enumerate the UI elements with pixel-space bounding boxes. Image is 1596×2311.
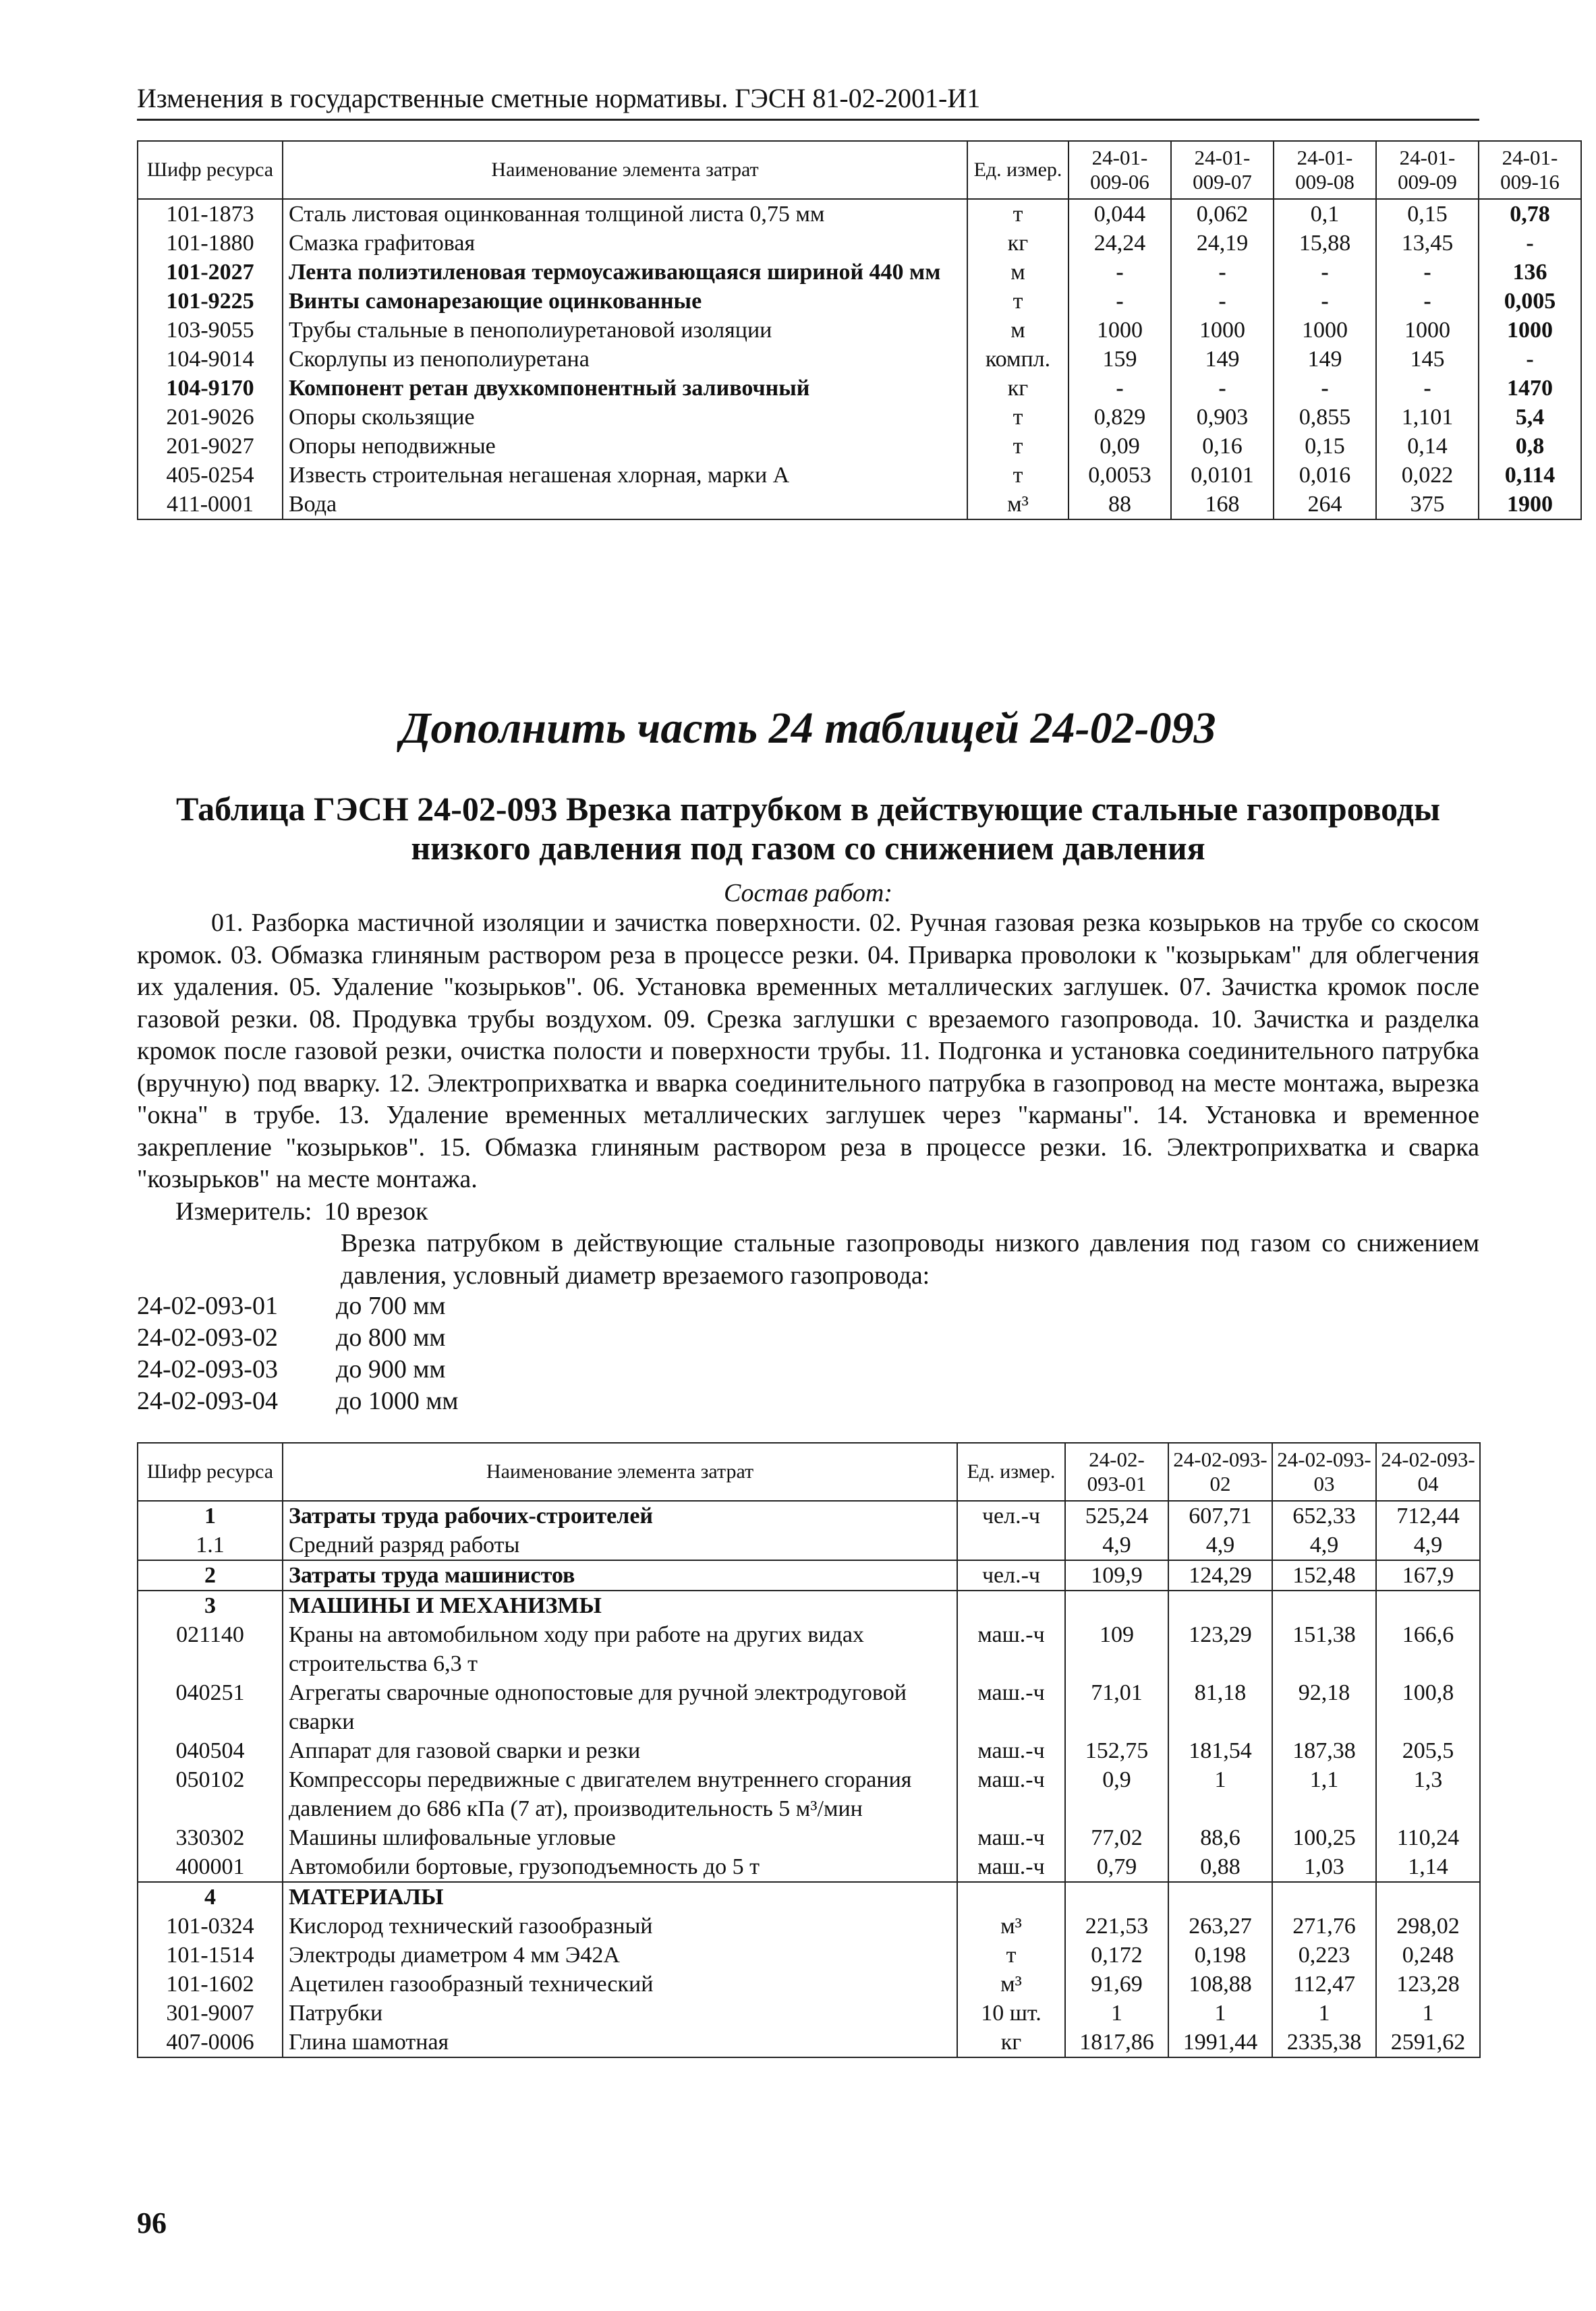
cell-code: 103-9055 [138,316,283,345]
cell-value-1: 152,75 [1065,1736,1168,1765]
variant-code: 24-02-093-02 [137,1323,278,1352]
header-unit: Ед. измер. [957,1443,1065,1501]
cell-value-4 [1376,1591,1480,1620]
cell-value-2: 1991,44 [1168,2028,1272,2057]
cell-value-5: 136 [1479,258,1581,287]
cell-name: Глина шамотная [283,2028,957,2057]
cell-unit [957,1531,1065,1560]
cell-name: Автомобили бортовые, грузоподъемность до 5 т [283,1852,957,1882]
cell-unit: кг [967,229,1068,258]
cell-value-2: 0,0101 [1171,461,1274,490]
cell-value-1: 1000 [1068,316,1171,345]
cell-code: 104-9170 [138,374,283,403]
cell-value-4: 110,24 [1376,1823,1480,1852]
table-row [138,1765,1480,1823]
table-row [138,1999,1480,2028]
cell-value-3: 187,38 [1272,1736,1376,1765]
cell-value-2: 607,71 [1168,1501,1272,1531]
table-row [138,1560,1480,1591]
cell-value-1: 88 [1068,490,1171,519]
cell-code: 101-1880 [138,229,283,258]
header-col-3: 24-01-009-08 [1274,141,1376,199]
cell-unit [957,1882,1065,1912]
cell-value-3: 151,38 [1272,1620,1376,1678]
cell-value-4: 0,248 [1376,1941,1480,1970]
variants-lead-text: Врезка патрубком в действующие стальные газопроводы низкого давления под газом со снижением давления, условный диаметр врезаемого газопровода: [341,1229,1479,1290]
cell-unit: т [957,1941,1065,1970]
measurement-label: Измеритель: [175,1197,312,1226]
cell-value-4: - [1376,374,1479,403]
cell-value-4: 0,022 [1376,461,1479,490]
cell-value-4: 145 [1376,345,1479,374]
table-row [138,1501,1480,1531]
cell-name: Затраты труда рабочих-строителей [283,1501,957,1531]
cell-value-1: 4,9 [1065,1531,1168,1560]
header-col-4: 24-01-009-09 [1376,141,1479,199]
header-unit: Ед. измер. [967,141,1068,199]
cell-value-3: 1000 [1274,316,1376,345]
cell-value-2: 0,903 [1171,403,1274,432]
cell-unit: кг [967,374,1068,403]
cell-value-3: 15,88 [1274,229,1376,258]
cell-name: Патрубки [283,1999,957,2028]
cell-value-4: 166,6 [1376,1620,1480,1678]
measurement-value: 10 врезок [324,1197,428,1226]
table-row [138,1531,1480,1560]
list-item [137,1290,458,1322]
variant-code: 24-02-093-04 [137,1387,278,1415]
table-row [138,258,1581,287]
cell-value-2: - [1171,287,1274,316]
table-row [138,403,1581,432]
table-row [138,1678,1480,1736]
cell-value-1: 221,53 [1065,1912,1168,1941]
header-name: Наименование элемента затрат [283,1443,957,1501]
cell-unit: 10 шт. [957,1999,1065,2028]
table-row [138,1591,1480,1620]
header-code: Шифр ресурса [138,141,283,199]
cell-value-3 [1272,1882,1376,1912]
table-body [138,199,1581,519]
table-row [138,374,1581,403]
variant-desc: до 1000 мм [336,1387,459,1415]
section-banner: Дополнить часть 24 таблицей 24-02-093 [400,704,1216,753]
cell-value-2: 123,29 [1168,1620,1272,1678]
cell-code: 040251 [138,1678,283,1736]
cell-code: 101-2027 [138,258,283,287]
cell-value-5: 0,114 [1479,461,1581,490]
cell-name: Смазка графитовая [283,229,967,258]
cell-name: Скорлупы из пенополиуретана [283,345,967,374]
cell-value-3: 0,1 [1274,199,1376,229]
cell-value-1: 1817,86 [1065,2028,1168,2057]
cell-value-1: 0,9 [1065,1765,1168,1823]
cell-value-2: 4,9 [1168,1531,1272,1560]
cell-code: 411-0001 [138,490,283,519]
cell-value-2: 168 [1171,490,1274,519]
cell-value-4: 100,8 [1376,1678,1480,1736]
cell-value-2: 0,062 [1171,199,1274,229]
list-item [137,1322,458,1354]
cell-name: Электроды диаметром 4 мм Э42А [283,1941,957,1970]
table-title: Таблица ГЭСН 24-02-093 Врезка патрубком в действующие стальные газопроводы низкого давления под газом со снижением давления [176,790,1440,867]
cell-value-1: 0,044 [1068,199,1171,229]
cell-code: 4 [138,1882,283,1912]
variant-desc: до 800 мм [336,1323,446,1352]
cell-value-3: - [1274,374,1376,403]
cell-value-1: 0,172 [1065,1941,1168,1970]
cell-value-5: 5,4 [1479,403,1581,432]
cell-value-4: 1,14 [1376,1852,1480,1882]
table-row [138,316,1581,345]
cell-unit: маш.-ч [957,1852,1065,1882]
cell-value-4: 1,101 [1376,403,1479,432]
cell-value-4: 1000 [1376,316,1479,345]
header-col-1: 24-01-009-06 [1068,141,1171,199]
cell-value-1 [1065,1882,1168,1912]
table-row [138,432,1581,461]
cell-code: 040504 [138,1736,283,1765]
cell-value-1: - [1068,374,1171,403]
cell-code: 3 [138,1591,283,1620]
cell-value-4: 4,9 [1376,1531,1480,1560]
table-row [138,1970,1480,1999]
header-col-2: 24-02-093-02 [1168,1443,1272,1501]
cell-value-1: 0,0053 [1068,461,1171,490]
table-row [138,345,1581,374]
cell-value-5: 0,8 [1479,432,1581,461]
cell-value-3: 0,223 [1272,1941,1376,1970]
cell-value-2: 0,88 [1168,1852,1272,1882]
table-header-row [138,141,1581,199]
resource-table-24-02-093 [137,1442,1481,2058]
cell-code: 1 [138,1501,283,1531]
cell-name: Лента полиэтиленовая термоусаживающаяся шириной 440 мм [283,258,967,287]
cell-value-4: 712,44 [1376,1501,1480,1531]
table-row [138,199,1581,229]
cell-value-3: 271,76 [1272,1912,1376,1941]
cell-unit: кг [957,2028,1065,2057]
cell-value-2: 0,16 [1171,432,1274,461]
cell-value-4: 123,28 [1376,1970,1480,1999]
cell-value-3 [1272,1591,1376,1620]
cell-unit: маш.-ч [957,1736,1065,1765]
cell-value-1 [1065,1591,1168,1620]
table-row [138,1912,1480,1941]
cell-value-2: 181,54 [1168,1736,1272,1765]
cell-value-2: 81,18 [1168,1678,1272,1736]
table-row [138,1736,1480,1765]
cell-value-3: 2335,38 [1272,2028,1376,2057]
cell-unit: м³ [967,490,1068,519]
table-row [138,1941,1480,1970]
cell-name: Винты самонарезающие оцинкованные [283,287,967,316]
cell-name: Агрегаты сварочные однопостовые для ручной электродуговой сварки [283,1678,957,1736]
cell-name: Затраты труда машинистов [283,1560,957,1591]
cell-unit: маш.-ч [957,1765,1065,1823]
cell-name: Компонент ретан двухкомпонентный заливочный [283,374,967,403]
cell-value-2: 88,6 [1168,1823,1272,1852]
cell-value-1: 24,24 [1068,229,1171,258]
cell-value-3: 149 [1274,345,1376,374]
cell-value-4: 2591,62 [1376,2028,1480,2057]
cell-value-5: - [1479,229,1581,258]
cell-unit [957,1591,1065,1620]
cell-value-2: 149 [1171,345,1274,374]
variant-desc: до 700 мм [336,1292,446,1320]
cell-value-3: 0,15 [1274,432,1376,461]
header-col-1: 24-02-093-01 [1065,1443,1168,1501]
header-rule [137,119,1479,121]
cell-name: МАШИНЫ И МЕХАНИЗМЫ [283,1591,957,1620]
cell-value-3: 1,1 [1272,1765,1376,1823]
table-row [138,229,1581,258]
header-code: Шифр ресурса [138,1443,283,1501]
cell-unit: м³ [957,1912,1065,1941]
work-composition-label: Состав работ: [723,879,893,907]
cell-value-4: 13,45 [1376,229,1479,258]
cell-unit: т [967,461,1068,490]
cell-value-3: 652,33 [1272,1501,1376,1531]
cell-value-2: 1000 [1171,316,1274,345]
cell-value-4: 375 [1376,490,1479,519]
cell-code: 104-9014 [138,345,283,374]
cell-value-2 [1168,1591,1272,1620]
cell-unit: т [967,432,1068,461]
cell-value-1: - [1068,258,1171,287]
cell-value-1: 0,829 [1068,403,1171,432]
cell-unit: м [967,258,1068,287]
cell-value-4: - [1376,258,1479,287]
cell-code: 1.1 [138,1531,283,1560]
cell-value-1: - [1068,287,1171,316]
variant-code: 24-02-093-03 [137,1355,278,1383]
table-row [138,2028,1480,2057]
cell-value-5: 0,005 [1479,287,1581,316]
cell-code: 330302 [138,1823,283,1852]
measurement-unit [175,1195,440,1228]
cell-value-4 [1376,1882,1480,1912]
table-header-row [138,1443,1480,1501]
cell-code: 405-0254 [138,461,283,490]
cell-value-3: 4,9 [1272,1531,1376,1560]
header-name: Наименование элемента затрат [283,141,967,199]
cell-value-3: 92,18 [1272,1678,1376,1736]
variants-list [137,1290,458,1417]
cell-value-1: 91,69 [1065,1970,1168,1999]
cell-code: 101-1514 [138,1941,283,1970]
cell-code: 101-1602 [138,1970,283,1999]
cell-value-2: 124,29 [1168,1560,1272,1591]
cell-unit: маш.-ч [957,1620,1065,1678]
cell-code: 301-9007 [138,1999,283,2028]
list-item [137,1386,458,1417]
cell-name: Компрессоры передвижные с двигателем внутреннего сгорания давлением до 686 кПа (7 ат), производительность 5 м³/мин [283,1765,957,1823]
cell-name: Краны на автомобильном ходу при работе на других видах строительства 6,3 т [283,1620,957,1678]
cell-value-5: 1470 [1479,374,1581,403]
cell-name: Аппарат для газовой сварки и резки [283,1736,957,1765]
cell-name: Сталь листовая оцинкованная толщиной листа 0,75 мм [283,199,967,229]
cell-value-3: 0,855 [1274,403,1376,432]
cell-unit: м³ [957,1970,1065,1999]
variant-code: 24-02-093-01 [137,1292,278,1320]
cell-value-5: 0,78 [1479,199,1581,229]
cell-value-3: - [1274,258,1376,287]
cell-unit: маш.-ч [957,1678,1065,1736]
cell-value-4: - [1376,287,1479,316]
table-row [138,1620,1480,1678]
variant-desc: до 900 мм [336,1355,446,1383]
cell-value-2: 1 [1168,1999,1272,2028]
cell-value-4: 1 [1376,1999,1480,2028]
table-row [138,1823,1480,1852]
cell-code: 101-9225 [138,287,283,316]
table-row [138,1882,1480,1912]
cell-name: Средний разряд работы [283,1531,957,1560]
cell-name: Трубы стальные в пенополиуретановой изоляции [283,316,967,345]
cell-value-1: 71,01 [1065,1678,1168,1736]
cell-code: 021140 [138,1620,283,1678]
cell-value-5: 1000 [1479,316,1581,345]
cell-name: Вода [283,490,967,519]
cell-unit: т [967,403,1068,432]
cell-name: Опоры неподвижные [283,432,967,461]
resource-table-24-01-009 [137,140,1582,520]
cell-value-4: 167,9 [1376,1560,1480,1591]
cell-value-2: - [1171,258,1274,287]
cell-value-1: 77,02 [1065,1823,1168,1852]
cell-value-3: 1,03 [1272,1852,1376,1882]
cell-value-3: 1 [1272,1999,1376,2028]
cell-name: Известь строительная негашеная хлорная, марки А [283,461,967,490]
table-body [138,1501,1480,2057]
cell-name: Кислород технический газообразный [283,1912,957,1941]
cell-value-3: - [1274,287,1376,316]
table-row [138,461,1581,490]
cell-code: 050102 [138,1765,283,1823]
cell-value-4: 1,3 [1376,1765,1480,1823]
cell-code: 2 [138,1560,283,1591]
cell-unit: м [967,316,1068,345]
cell-code: 201-9027 [138,432,283,461]
cell-value-4: 205,5 [1376,1736,1480,1765]
cell-value-2: 263,27 [1168,1912,1272,1941]
cell-code: 201-9026 [138,403,283,432]
cell-value-1: 109,9 [1065,1560,1168,1591]
header-col-5: 24-01-009-16 [1479,141,1581,199]
list-item [137,1354,458,1386]
cell-value-1: 109 [1065,1620,1168,1678]
work-composition-text: 01. Разборка мастичной изоляции и зачистка поверхности. 02. Ручная газовая резка козырьков на трубе со скосом кромок. 03. Обмазка глиняным раствором реза в процессе резки. 04. Приварка проволоки к "козырькам" для облегчения их удаления. 05. Удаление "козырьков". 06. Установка временных металлических заглушек. 07. Зачистка кромок после газовой резки. 08. Продувка трубы воздухом. 09. Срезка заглушки с врезаемого газопровода. 10. Зачистка и разделка кромок после газовой резки, очистка полости и поверхности трубы. 11. Подгонка и установка соединительного патрубка (вручную) под вварку. 12. Электроприхватка и вварка соединительного патрубка в газопровод на месте монтажа, вырезка "окна" в трубе. 13. Удаление временных металлических заглушек через "карманы". 14. Установка и временное закрепление "козырьков". 15. Обмазка глиняным раствором реза в процессе резки. 16. Электроприхватка и сварка "козырьков" на месте монтажа. [137,909,1479,1193]
cell-value-2: 1 [1168,1765,1272,1823]
table-row [138,490,1581,519]
cell-value-4: 0,14 [1376,432,1479,461]
cell-value-3: 112,47 [1272,1970,1376,1999]
cell-value-2 [1168,1882,1272,1912]
cell-value-1: 159 [1068,345,1171,374]
cell-value-5: 1900 [1479,490,1581,519]
cell-value-3: 152,48 [1272,1560,1376,1591]
cell-value-3: 100,25 [1272,1823,1376,1852]
cell-name: МАТЕРИАЛЫ [283,1882,957,1912]
cell-name: Опоры скользящие [283,403,967,432]
cell-value-3: 0,016 [1274,461,1376,490]
cell-unit: т [967,287,1068,316]
cell-code: 407-0006 [138,2028,283,2057]
cell-value-1: 525,24 [1065,1501,1168,1531]
cell-value-4: 298,02 [1376,1912,1480,1941]
cell-value-2: 108,88 [1168,1970,1272,1999]
cell-value-2: - [1171,374,1274,403]
cell-code: 101-0324 [138,1912,283,1941]
cell-unit: чел.-ч [957,1501,1065,1531]
cell-unit: маш.-ч [957,1823,1065,1852]
cell-value-2: 0,198 [1168,1941,1272,1970]
cell-code: 400001 [138,1852,283,1882]
header-col-2: 24-01-009-07 [1171,141,1274,199]
cell-unit: компл. [967,345,1068,374]
page-number: 96 [137,2206,167,2239]
cell-value-1: 0,09 [1068,432,1171,461]
cell-unit: т [967,199,1068,229]
cell-code: 101-1873 [138,199,283,229]
cell-value-1: 0,79 [1065,1852,1168,1882]
cell-name: Ацетилен газообразный технический [283,1970,957,1999]
running-header: Изменения в государственные сметные нормативы. ГЭСН 81-02-2001-И1 [137,83,981,113]
header-col-4: 24-02-093-04 [1376,1443,1480,1501]
cell-value-4: 0,15 [1376,199,1479,229]
table-row [138,1852,1480,1882]
table-row [138,287,1581,316]
header-col-3: 24-02-093-03 [1272,1443,1376,1501]
cell-name: Машины шлифовальные угловые [283,1823,957,1852]
cell-unit: чел.-ч [957,1560,1065,1591]
cell-value-5: - [1479,345,1581,374]
cell-value-2: 24,19 [1171,229,1274,258]
cell-value-1: 1 [1065,1999,1168,2028]
cell-value-3: 264 [1274,490,1376,519]
